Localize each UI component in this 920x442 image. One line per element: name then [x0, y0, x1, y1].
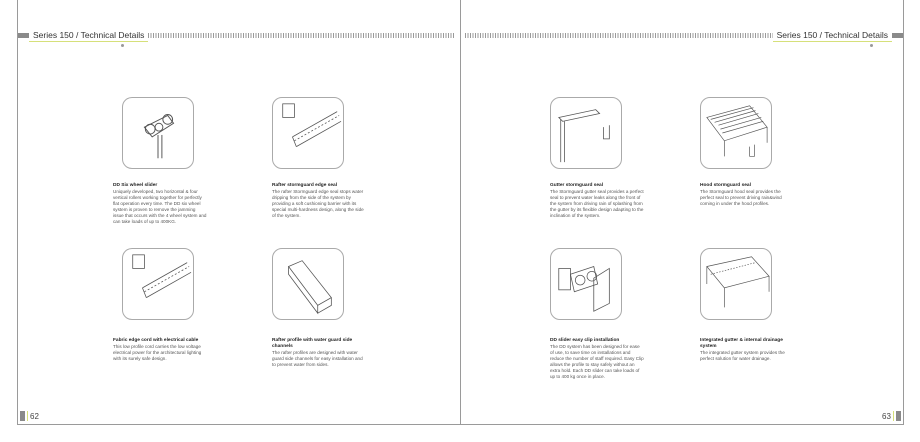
header-title: Series 150 / Technical Details: [773, 29, 892, 42]
feature-dd-six-wheel-slider: [113, 183, 207, 225]
feature-image-hood-seal: [700, 97, 772, 169]
feature-title: DD slider easy clip installation: [550, 338, 620, 343]
left-page-number: [20, 411, 39, 421]
right-header: [465, 28, 903, 42]
header-stripes: [148, 33, 455, 38]
feature-hood-stormguard: [700, 183, 794, 207]
feature-text: Uniquely developed, two horizontal & four vertical rollers working together for perfectly flat operation every time. The DD six wheel system is proven to remove the jamming issue that occurs with the 4 wheel system and can take loads of up to 400KG.: [113, 189, 207, 224]
feature-image-easy-clip: [550, 248, 622, 320]
feature-image-rafter-profile: [272, 248, 344, 320]
right-page-frame: [460, 0, 904, 425]
feature-gutter-stormguard: [550, 183, 644, 219]
header-bar: [892, 33, 903, 38]
page-number: 63: [882, 411, 891, 421]
feature-title: DD Six wheel slider: [113, 183, 158, 188]
feature-text: This low profile cord carries the low voltage electrical power for the architectural lighting with its surely safe design.: [113, 344, 202, 361]
feature-image-gutter-system: [700, 248, 772, 320]
feature-text: The Stormguard hood seal provides the perfect seal to prevent driving rain&wind coming in under the hood profiles.: [700, 189, 782, 206]
feature-text: The DD system has been designed for ease of use, to save time on installations and reduce the number of staff required. Easy Clip allows the profile to stay safely without an extra hold. Each DD slider can take loads of up to 400 kg once in place.: [550, 344, 644, 379]
feature-image-edge-cord: [122, 248, 194, 320]
feature-text: The integrated gutter system provides the perfect solution for water drainage.: [700, 350, 785, 361]
feature-title: Integrated gutter & internal drainage system: [700, 338, 783, 349]
header-bar: [18, 33, 29, 38]
feature-title: Rafter stormguard edge seal: [272, 183, 338, 188]
header-stripes: [465, 33, 773, 38]
feature-fabric-edge-cord: [113, 338, 207, 362]
feature-text: The rafter profiles are designed with water guard side channels for easy installation and to prevent water from sides.: [272, 350, 363, 367]
feature-rafter-stormguard: [272, 183, 366, 219]
feature-title: Rafter profile with water guard side channels: [272, 338, 353, 349]
feature-title: Gutter stormguard seal: [550, 183, 604, 188]
left-page-frame: [17, 0, 461, 425]
feature-title: Fabric edge cord with electrical cable: [113, 338, 199, 343]
feature-easy-clip: [550, 338, 644, 380]
feature-image-roller-slider: [122, 97, 194, 169]
feature-text: The Stormguard gutter seal provides a perfect seal to prevent water leaks along the front of the system from driving rain of splashing from the gutter by its flexible design adapting to the inclination of the system.: [550, 189, 644, 218]
feature-rafter-profile: [272, 338, 366, 368]
page-number: 62: [30, 411, 39, 421]
feature-title: Hood stormguard seal: [700, 183, 751, 188]
header-title: Series 150 / Technical Details: [29, 29, 148, 42]
marker-dot: [121, 44, 124, 47]
feature-integrated-gutter: [700, 338, 794, 362]
feature-image-rafter-seal: [272, 97, 344, 169]
left-header: [18, 28, 455, 42]
feature-image-gutter-seal: [550, 97, 622, 169]
right-page-number: [882, 411, 901, 421]
marker-dot: [870, 44, 873, 47]
feature-text: The rafter Stormguard edge seal stops water dripping from the side of the system by providing a soft cushioning barrier with its special multi-hardness design, along the side of the system.: [272, 189, 364, 218]
